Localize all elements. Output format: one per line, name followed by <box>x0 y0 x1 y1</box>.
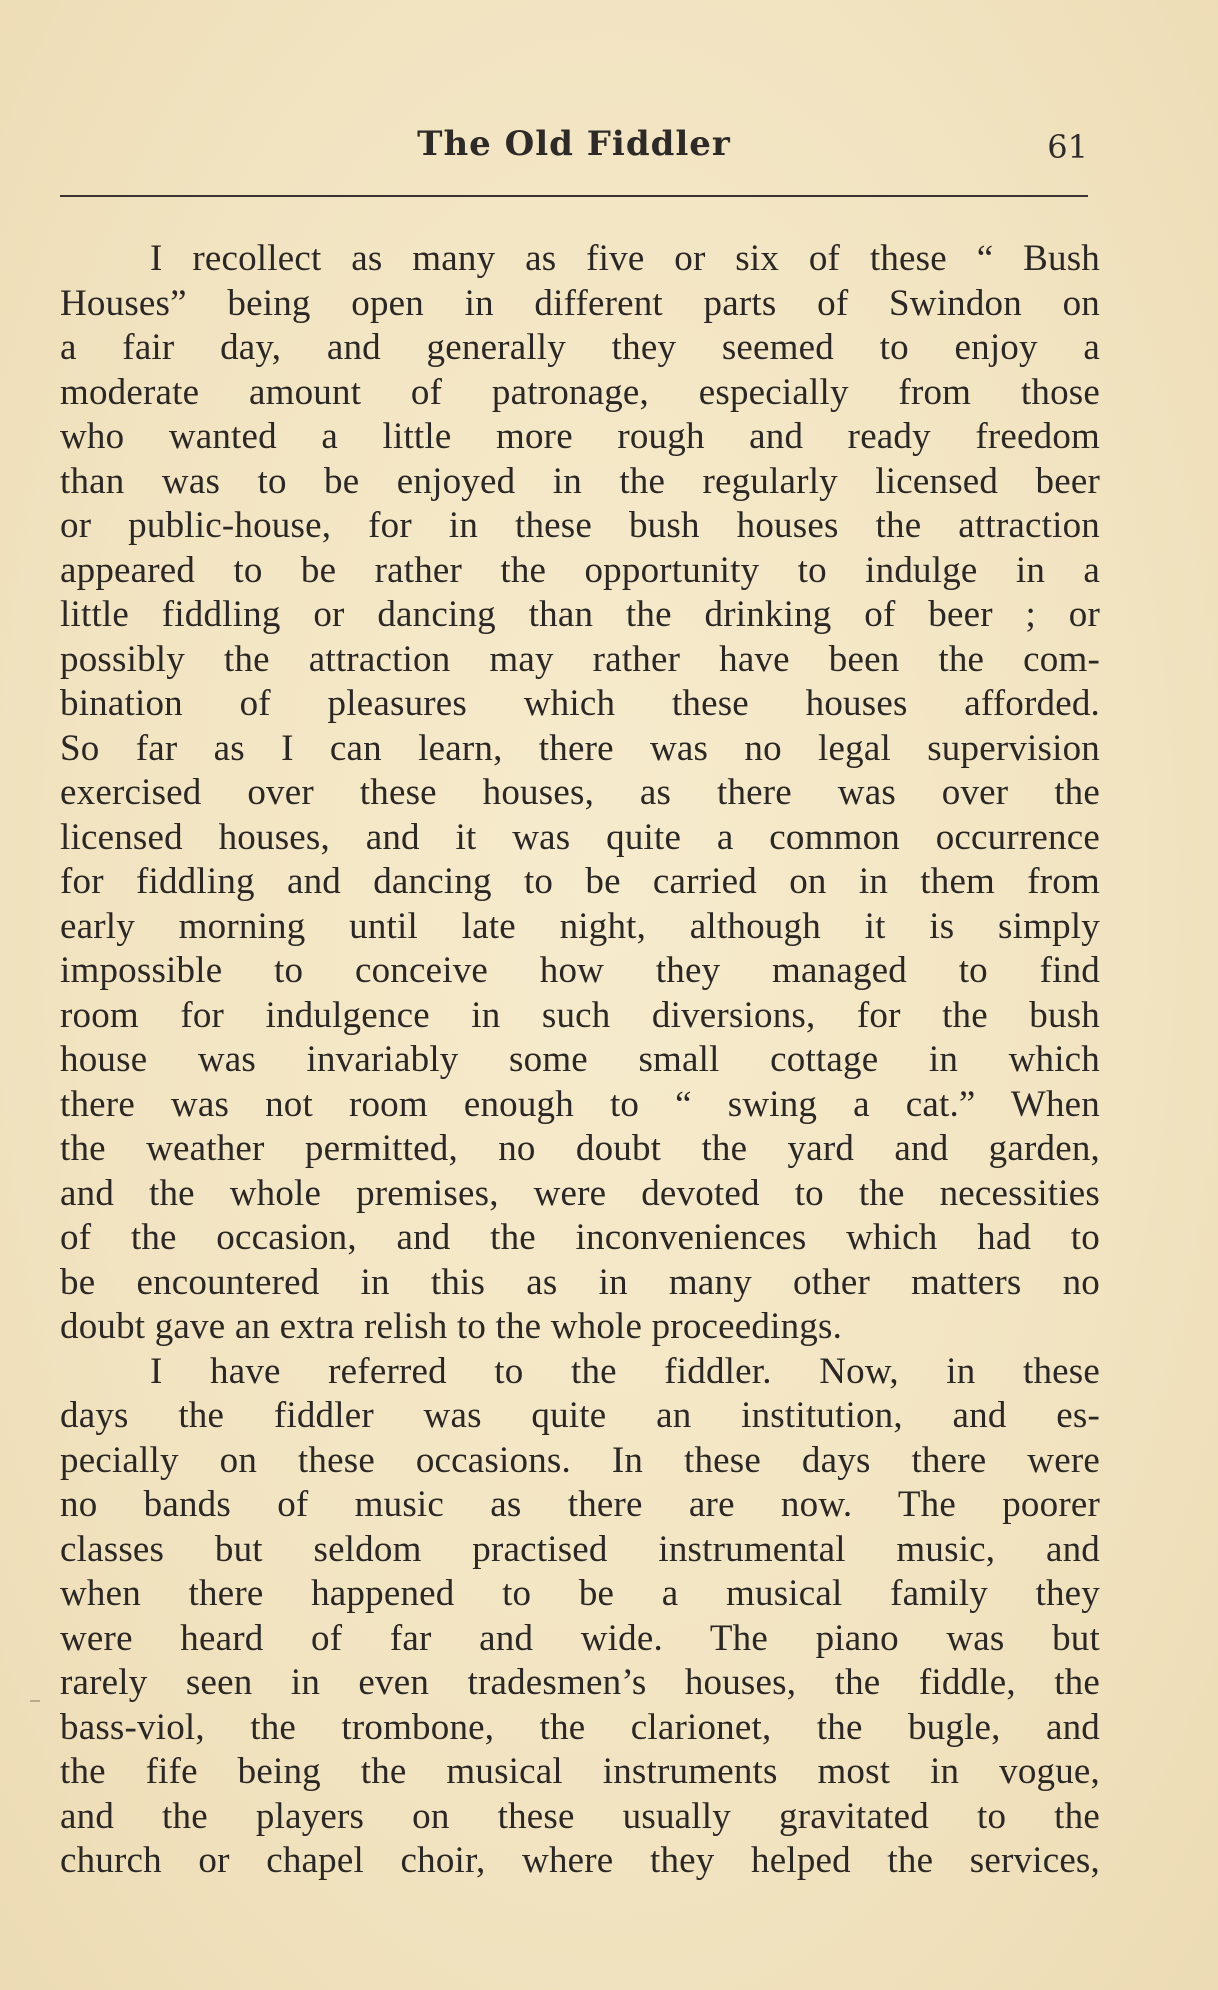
text-line: church or chapel choir, where they helped the services, <box>60 1840 1100 1881</box>
text-line: of the occasion, and the inconveniences which had to <box>60 1217 1100 1258</box>
text-line: no bands of music as there are now. The poorer <box>60 1484 1100 1525</box>
text-line: I have referred to the fiddler. Now, in these <box>150 1350 1100 1392</box>
text-line: and the players on these usually gravitated to the <box>60 1795 1100 1837</box>
text-line: the fife being the musical instruments most in vogue, <box>60 1751 1100 1792</box>
text-line: than was to be enjoyed in the regularly licensed beer <box>60 460 1100 502</box>
text-line: there was not room enough to “ swing a cat.” When <box>60 1083 1100 1125</box>
text-line: days the fiddler was quite an institution, and es- <box>60 1395 1100 1436</box>
running-title: The Old Fiddler <box>417 124 731 164</box>
text-line: be encountered in this as in many other matters no <box>60 1261 1100 1303</box>
text-line: classes but seldom practised instrumental music, and <box>60 1528 1100 1570</box>
text-line: bination of pleasures which these houses afforded. <box>60 683 1100 724</box>
text-line: So far as I can learn, there was no legal supervision <box>60 727 1100 769</box>
text-line: Houses” being open in different parts of Swindon on <box>60 282 1100 324</box>
text-line: I recollect as many as five or six of these “ Bush <box>150 238 1100 279</box>
text-line: rarely seen in even tradesmen’s houses, the fiddle, the <box>60 1662 1100 1703</box>
text-line: and the whole premises, were devoted to the necessities <box>60 1172 1100 1214</box>
text-line: pecially on these occasions. In these days there were <box>60 1439 1100 1481</box>
page-header <box>60 118 1088 178</box>
text-line: when there happened to be a musical family they <box>60 1573 1100 1614</box>
text-line: room for indulgence in such diversions, for the bush <box>60 994 1100 1036</box>
text-line: or public-house, for in these bush houses the attraction <box>60 505 1100 546</box>
text-line: early morning until late night, although it is simply <box>60 905 1100 947</box>
text-line: moderate amount of patronage, especially from those <box>60 371 1100 413</box>
text-line: possibly the attraction may rather have been the com- <box>60 638 1100 680</box>
header-rule <box>60 195 1088 197</box>
margin-mark <box>30 1700 40 1702</box>
text-line: the weather permitted, no doubt the yard and garden, <box>60 1128 1100 1169</box>
text-line: were heard of far and wide. The piano was but <box>60 1617 1100 1659</box>
text-line: house was invariably some small cottage in which <box>60 1039 1100 1080</box>
text-line: appeared to be rather the opportunity to indulge in a <box>60 549 1100 591</box>
body-text <box>60 237 1100 1884</box>
text-line: impossible to conceive how they managed to find <box>60 950 1100 991</box>
text-line: for fiddling and dancing to be carried on in them from <box>60 861 1100 902</box>
text-line: little fiddling or dancing than the drinking of beer ; or <box>60 594 1100 635</box>
text-line: exercised over these houses, as there was over the <box>60 772 1100 813</box>
text-line: who wanted a little more rough and ready freedom <box>60 416 1100 457</box>
text-line: bass-viol, the trombone, the clarionet, the bugle, and <box>60 1706 1100 1748</box>
text-line: doubt gave an extra relish to the whole proceedings. <box>60 1306 843 1347</box>
text-line: a fair day, and generally they seemed to enjoy a <box>60 327 1100 368</box>
page-number: 61 <box>1047 128 1088 166</box>
text-line: licensed houses, and it was quite a common occurrence <box>60 816 1100 858</box>
